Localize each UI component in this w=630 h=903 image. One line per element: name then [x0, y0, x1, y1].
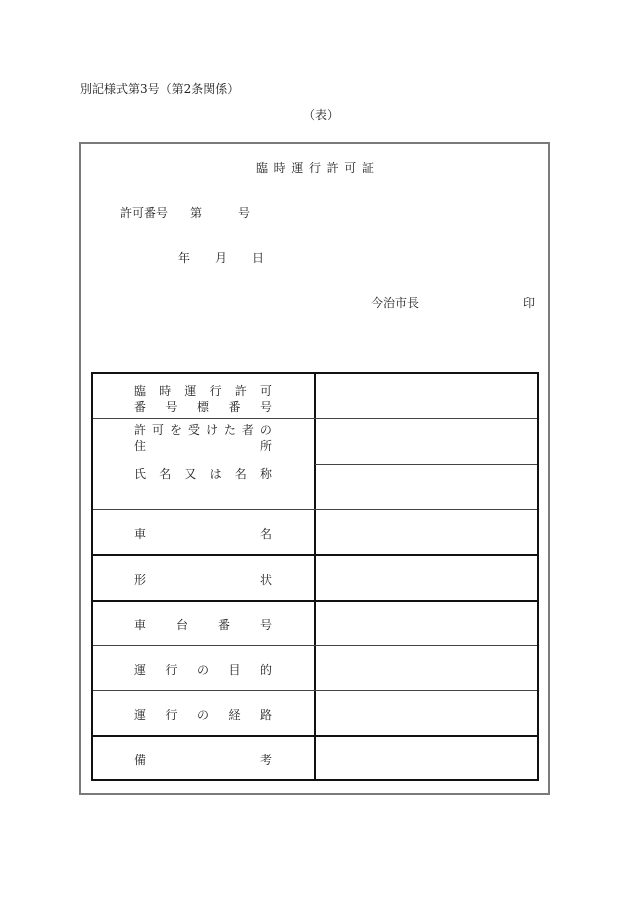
label-model: 形 状: [134, 573, 272, 587]
label-holder-line1: 許 可 を 受 け た 者 の: [134, 423, 272, 437]
label-remarks: 備 考: [134, 753, 272, 767]
permit-number-go: 号: [238, 206, 251, 220]
title-char: 許: [326, 161, 339, 175]
seal-mark: 印: [523, 296, 536, 310]
label-temp-number-line2: 番 号 標 番 号: [134, 400, 272, 414]
value-holder-name[interactable]: [316, 465, 537, 509]
permit-number-row: [120, 204, 250, 221]
value-route[interactable]: [316, 691, 537, 735]
value-car-name[interactable]: [316, 510, 537, 554]
title-char: 時: [273, 161, 286, 175]
title-char: 証: [361, 161, 374, 175]
value-remarks[interactable]: [316, 737, 537, 779]
title-char: 臨: [256, 161, 269, 175]
value-purpose[interactable]: [316, 646, 537, 690]
issue-date-row: [178, 249, 289, 266]
title-char: 運: [291, 161, 304, 175]
value-temp-number[interactable]: [316, 374, 537, 418]
permit-number-dai: 第: [190, 206, 203, 220]
label-purpose: 運 行 の 目 的: [134, 663, 272, 677]
permit-number-label: 許可番号: [120, 206, 169, 220]
side-label: （表）: [303, 108, 340, 122]
value-holder-address[interactable]: [316, 419, 537, 464]
date-month: 月: [215, 251, 228, 265]
value-chassis-number[interactable]: [316, 602, 537, 645]
date-day: 日: [252, 251, 265, 265]
issuer-name: 今治市長: [371, 296, 420, 310]
document-title: [256, 159, 374, 176]
label-car-name: 車 名: [134, 527, 272, 541]
label-route: 運 行 の 経 路: [134, 708, 272, 722]
date-year: 年: [178, 251, 191, 265]
label-holder-address: 住 所: [134, 439, 272, 453]
label-temp-number-line1: 臨 時 運 行 許 可: [134, 384, 272, 398]
label-chassis-number: 車 台 番 号: [134, 618, 272, 632]
details-table: [91, 372, 539, 781]
value-model[interactable]: [316, 556, 537, 600]
title-char: 行: [308, 161, 321, 175]
title-char: 可: [344, 161, 357, 175]
label-holder-name: 氏 名 又 は 名 称: [134, 467, 272, 481]
form-reference: 別記様式第3号（第2条関係）: [80, 82, 240, 96]
